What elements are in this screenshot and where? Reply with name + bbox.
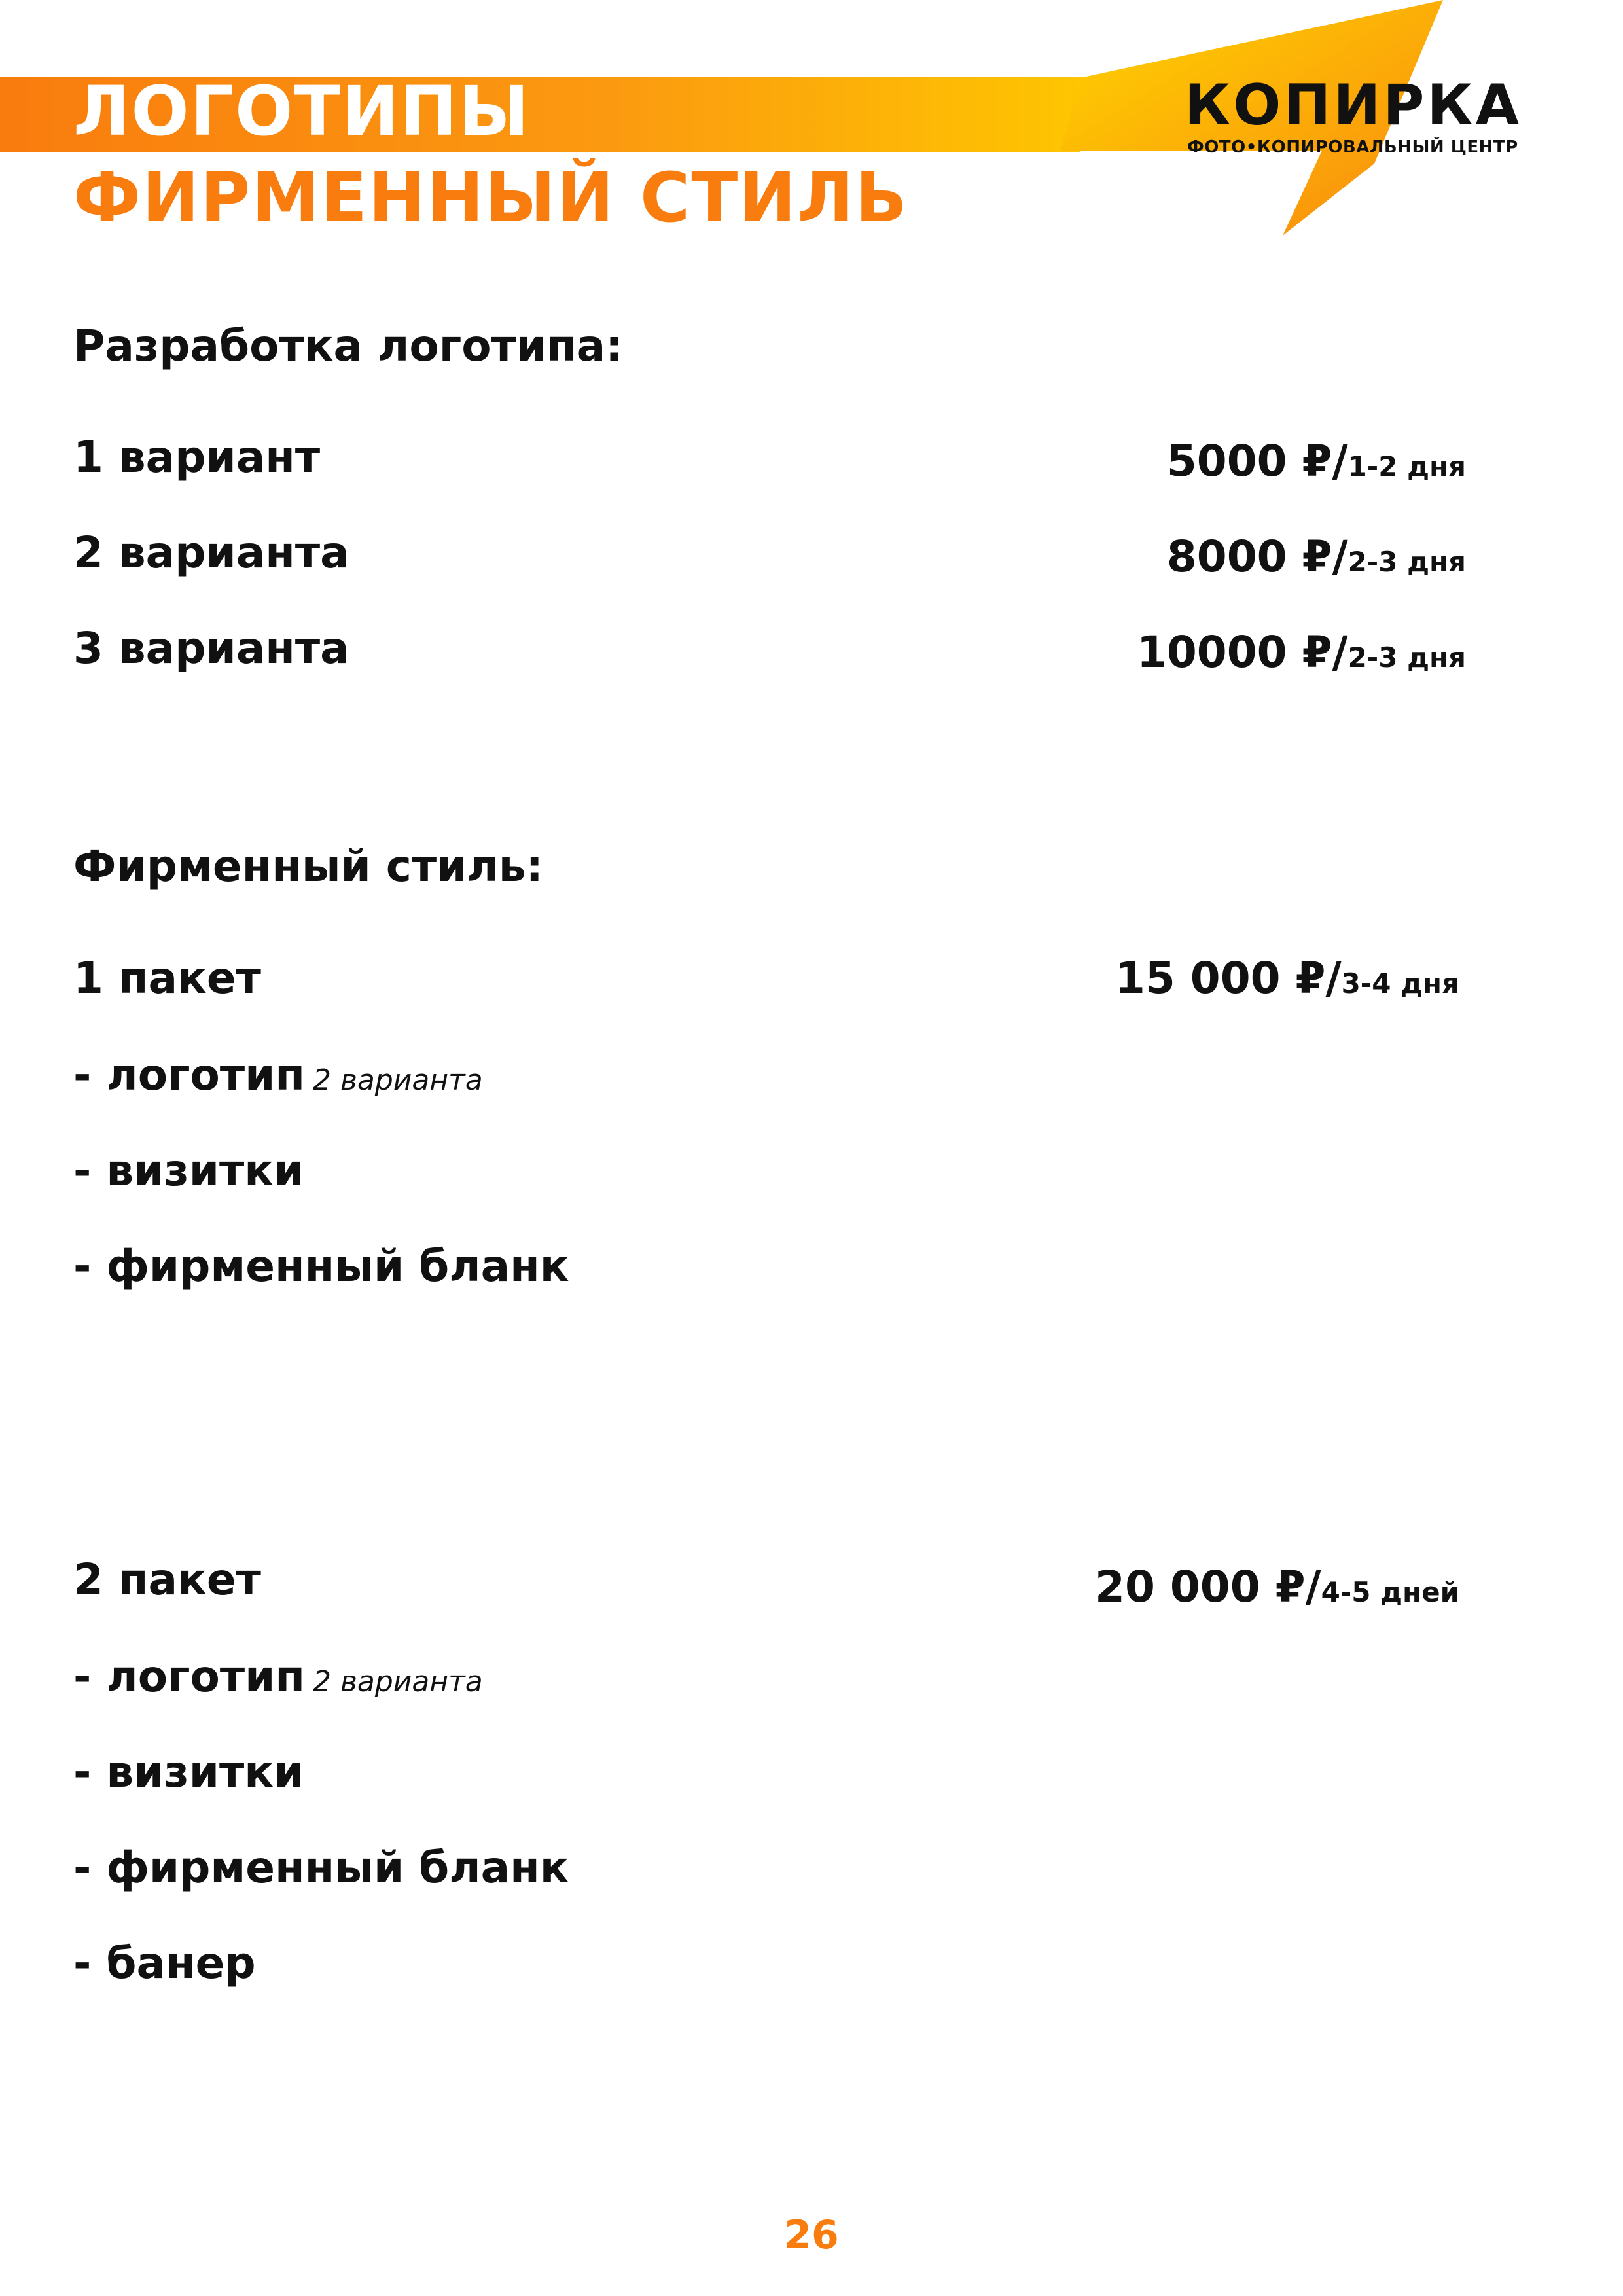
section-heading-brand-style: Фирменный стиль: [73,841,543,891]
package-item: - фирменный бланк [73,1842,569,1893]
price-days: 1-2 дня [1347,450,1466,482]
package-item-note: 2 варианта [312,1665,483,1698]
package-2-label: 2 пакет [73,1554,261,1605]
kopirka-logo [1185,73,1551,157]
logo-wordmark: КОПИРКА [1185,73,1522,138]
package-item [73,1050,483,1100]
package-item-note: 2 варианта [312,1064,483,1097]
price-value: 10000 ₽/ [1136,627,1348,677]
price-days: 4-5 дней [1321,1576,1459,1608]
price-value: 20 000 ₽/ [1095,1562,1321,1612]
package-2-price [1095,1562,1459,1612]
price-days: 3-4 дня [1341,967,1459,999]
page-number: 26 [784,2212,839,2258]
price-days: 2-3 дня [1347,641,1466,673]
price-days: 2-3 дня [1347,546,1466,578]
logo-option-label: 3 варианта [73,623,349,673]
price-value: 5000 ₽/ [1166,436,1348,486]
package-item: - визитки [73,1747,304,1797]
package-item-text: - логотип [73,1050,305,1100]
price-value: 8000 ₽/ [1166,531,1348,582]
package-1-label: 1 пакет [73,953,261,1003]
logo-option-price [1167,436,1466,486]
logo-option-price [1167,531,1466,582]
package-item: - фирменный бланк [73,1241,569,1291]
logo-option-label: 2 варианта [73,528,349,578]
logo-option-price [1137,627,1466,677]
page-title-line-1: ЛОГОТИПЫ [73,71,531,151]
package-item: - визитки [73,1145,304,1196]
logo-subtitle: ФОТО•КОПИРОВАЛЬНЫЙ ЦЕНТР [1187,137,1518,157]
price-value: 15 000 ₽/ [1115,953,1342,1003]
section-heading-logo-development: Разработка логотипа: [73,321,623,371]
logo-option-label: 1 вариант [73,432,321,482]
package-item [73,1651,483,1702]
package-1-price [1115,953,1459,1003]
page-title-line-2: ФИРМЕННЫЙ СТИЛЬ [73,158,908,238]
package-item: - банер [73,1938,256,1988]
package-item-text: - логотип [73,1651,305,1702]
